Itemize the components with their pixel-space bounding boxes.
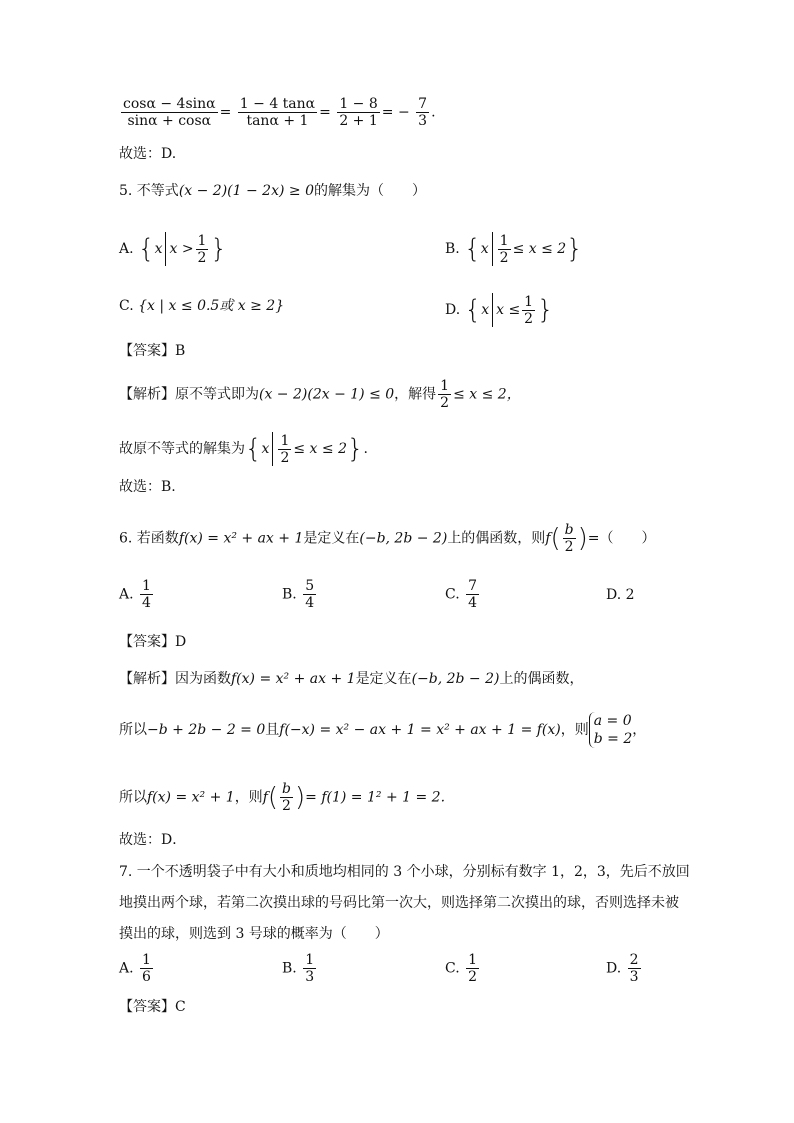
q6-analysis-3: 所以f(x) = x² + 1，则f( $\frac{b}{2}$ )= f(1) = 1² + 1 = 2. xyxy=(119,781,446,814)
fraction: $\frac{7}{3}$ xyxy=(418,96,428,129)
q5-analysis-1: 【解析】原不等式即为(x − 2)(2x − 1) ≤ 0，解得 $\frac{1}{2}$ ≤ x ≤ 2， xyxy=(119,378,521,411)
q7-option-d[interactable]: D. $\frac{2}{3}$ xyxy=(606,952,639,985)
q6-option-a[interactable]: A. $\frac{1}{4}$ xyxy=(119,578,151,611)
q6-analysis-1: 【解析】因为函数f(x) = x² + ax + 1是定义在(−b, 2b − 2)上的偶函数， xyxy=(119,671,584,687)
prev-answer: 故选：D. xyxy=(119,146,177,162)
q5-done: 故选：B. xyxy=(119,479,176,495)
q6-stem: 6. 若函数f(x) = x² + ax + 1是定义在(−b, 2b − 2)上的偶函数，则f( $\frac{b}{2}$ )=（ ） xyxy=(119,522,656,555)
q7-option-b[interactable]: B. $\frac{1}{3}$ xyxy=(282,952,315,985)
q6-done: 故选：D． xyxy=(119,832,187,848)
q7-option-a[interactable]: A. $\frac{1}{6}$ xyxy=(119,952,151,985)
q6-option-c[interactable]: C. $\frac{7}{4}$ xyxy=(445,578,478,611)
q7-stem-3: 摸出的球，则选到 3 号球的概率为（ ） xyxy=(119,926,389,942)
q5-option-a[interactable]: A. {x x > $\frac{1}{2}$ } xyxy=(119,232,228,266)
fraction: $\frac{\cos\alpha - 4\sin\alpha}{\sin\alpha + \cos\alpha}$ xyxy=(123,96,216,129)
q7-option-c[interactable]: C. $\frac{1}{2}$ xyxy=(445,952,478,985)
q6-option-d[interactable]: D. 2 xyxy=(606,587,635,603)
q5-option-b[interactable]: B. {x $\frac{1}{2}$ ≤ x ≤ 2} xyxy=(445,232,583,266)
q7-answer: 【答案】C xyxy=(119,999,186,1015)
q6-answer: 【答案】D xyxy=(119,634,187,650)
q7-stem-2: 地摸出两个球，若第二次摸出球的号码比第一次大，则选择第二次摸出的球，否则选择未被 xyxy=(119,895,679,911)
q5-answer: 【答案】B xyxy=(119,343,186,359)
fraction: $\frac{1 - 8}{2 + 1}$ xyxy=(339,96,378,129)
q5-option-c[interactable]: C. {x | x ≤ 0.5或 x ≥ 2} xyxy=(119,298,285,314)
q6-analysis-2: 所以−b + 2b − 2 = 0且f(−x) = x² − ax + 1 = x² + ax + 1 = f(x)，则 a = 0 b = 2 ， xyxy=(119,713,647,747)
equation-system: a = 0 b = 2 xyxy=(589,712,633,748)
fraction: $\frac{1 - 4 \tan\alpha}{\tan\alpha + 1}$ xyxy=(239,96,316,129)
prev-calc-line: $\frac{\cos\alpha - 4\sin\alpha}{\sin\alpha + \cos\alpha}$ = $\frac{1 - 4 \tan\alpha}{\tan\alpha + 1}$ = $\frac{1 - 8}{2 + 1}$ = − $\frac{7}{3}$ . xyxy=(123,96,436,129)
q5-analysis-2: 故原不等式的解集为{x $\frac{1}{2}$ ≤ x ≤ 2}. xyxy=(119,432,368,466)
q5-option-d[interactable]: D. {x x ≤ $\frac{1}{2}$ } xyxy=(445,293,554,327)
q5-stem: 5. 不等式(x − 2)(1 − 2x) ≥ 0的解集为（ ） xyxy=(119,183,426,199)
q6-option-b[interactable]: B. $\frac{5}{4}$ xyxy=(282,578,315,611)
q7-stem-1: 7. 一个不透明袋子中有大小和质地均相同的 3 个小球，分别标有数字 1，2，3，先后不放回 xyxy=(119,864,690,880)
